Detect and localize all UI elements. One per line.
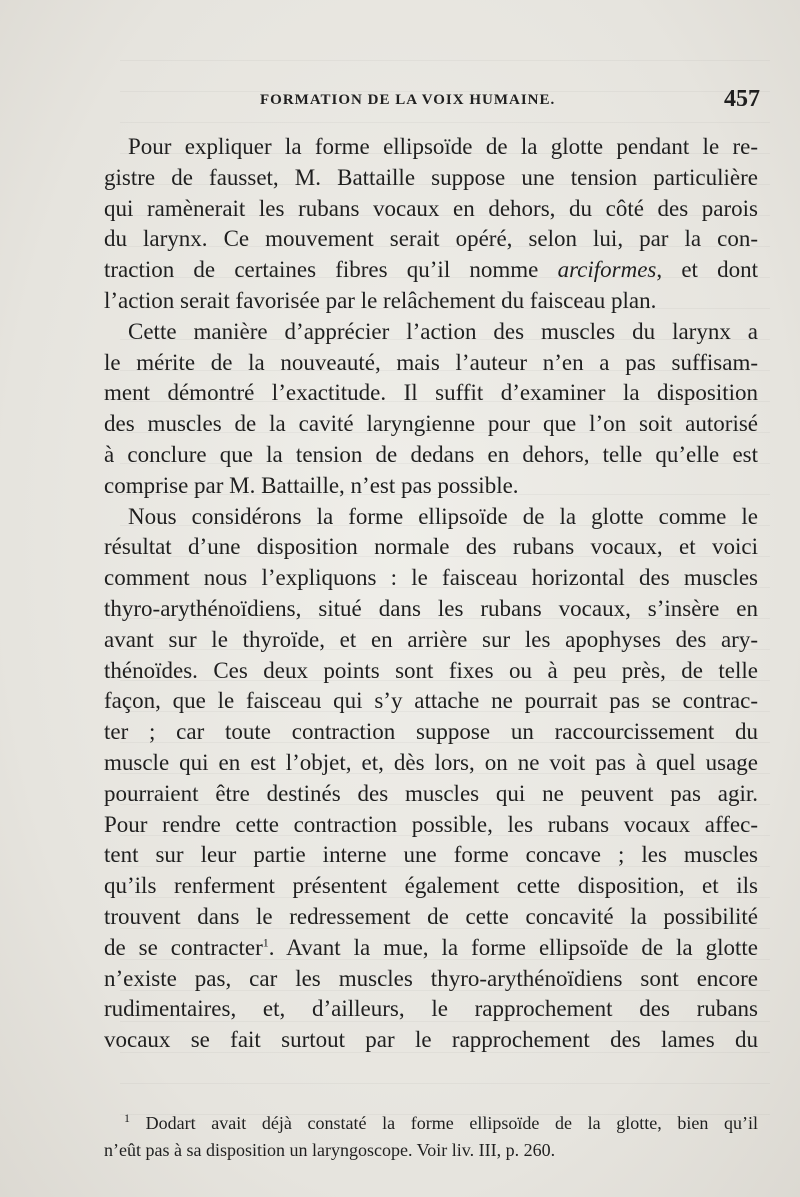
text-line: Nous considérons la forme ellipsoïde de la glotte comme le xyxy=(128,503,758,529)
text-line: Pour expliquer la forme ellipsoïde de la glotte pendant le re- xyxy=(128,134,758,159)
text-line: du larynx. Ce mouvement serait opéré, selon lui, par la con- xyxy=(104,226,758,252)
footnote xyxy=(104,1110,758,1164)
text-line: avant sur le thyroïde, et en arrière sur les apophyses des ary- xyxy=(104,626,758,652)
text-line: comment nous l’expliquons : le faisceau horizontal des muscles xyxy=(104,565,758,591)
text-line: l’action serait favorisée par le relâchement du faisceau plan. xyxy=(104,287,657,313)
text-line: qu’ils renferment présentent également cette disposition, et ils xyxy=(104,873,758,899)
text-line: tent sur leur partie interne une forme concave ; les muscles xyxy=(104,842,758,868)
footnote-line xyxy=(104,1110,758,1137)
text-line: Cette manière d’apprécier l’action des muscles du larynx a xyxy=(128,318,758,344)
page-number: 457 xyxy=(724,86,760,112)
text-fragment: , et dont xyxy=(656,257,758,283)
text-line: gistre de fausset, M. Battaille suppose une tension particulière xyxy=(104,164,758,190)
body-text xyxy=(104,132,758,1056)
text-line xyxy=(104,933,758,964)
text-fragment: de se contracter xyxy=(104,934,263,960)
text-line: pourraient être destinés des muscles qui ne peuvent pas agir. xyxy=(104,780,758,806)
text-line: ment démontré l’exactitude. Il suffit d’examiner la disposition xyxy=(104,380,758,406)
footnote-reference[interactable]: 1 xyxy=(262,935,269,950)
text-line: trouvent dans le redressement de cette concavité la possibilité xyxy=(104,903,758,929)
text-line: comprise par M. Battaille, n’est pas possible. xyxy=(104,472,519,498)
footnote-marker: 1 xyxy=(124,1111,130,1125)
text-fragment: . Avant la mue, la forme ellipsoïde de la glotte xyxy=(268,934,758,960)
text-fragment: traction de certaines fibres qu’il nomme xyxy=(104,257,539,283)
text-line: muscle qui en est l’objet, et, dès lors, on ne voit pas à quel usage xyxy=(104,749,758,775)
footnote-line: n’eût pas à sa disposition un laryngoscope. Voir liv. III, p. 260. xyxy=(104,1140,556,1160)
text-line: le mérite de la nouveauté, mais l’auteur n’en a pas suffisam- xyxy=(104,349,758,375)
text-line: à conclure que la tension de dedans en dehors, telle qu’elle est xyxy=(104,441,758,467)
page-header xyxy=(105,86,760,120)
text-line: vocaux se fait surtout par le rapprochement des lames du xyxy=(104,1027,758,1053)
italic-term: arciformes xyxy=(557,257,657,283)
text-line: résultat d’une disposition normale des rubans vocaux, et voici xyxy=(104,534,758,560)
footnote-text: Dodart avait déjà constaté la forme ellipsoïde de la glotte, bien qu’il xyxy=(145,1113,758,1133)
text-line xyxy=(104,255,758,286)
text-line: thyro-arythénoïdiens, situé dans les rubans vocaux, s’insère en xyxy=(104,595,758,621)
text-line: Pour rendre cette contraction possible, les rubans vocaux affec- xyxy=(104,811,758,837)
text-line: rudimentaires, et, d’ailleurs, le rapprochement des rubans xyxy=(104,996,758,1022)
text-line: des muscles de la cavité laryngienne pour que l’on soit autorisé xyxy=(104,411,758,437)
text-line: ter ; car toute contraction suppose un raccourcissement du xyxy=(104,719,758,745)
running-title: FORMATION DE LA VOIX HUMAINE. xyxy=(260,92,556,108)
text-line: thénoïdes. Ces deux points sont fixes ou à peu près, de telle xyxy=(104,657,758,683)
text-line: qui ramènerait les rubans vocaux en dehors, du côté des parois xyxy=(104,195,758,221)
text-line: n’existe pas, car les muscles thyro-arythénoïdiens sont encore xyxy=(104,965,758,991)
text-line: façon, que le faisceau qui s’y attache ne pourrait pas se contrac- xyxy=(104,688,758,714)
